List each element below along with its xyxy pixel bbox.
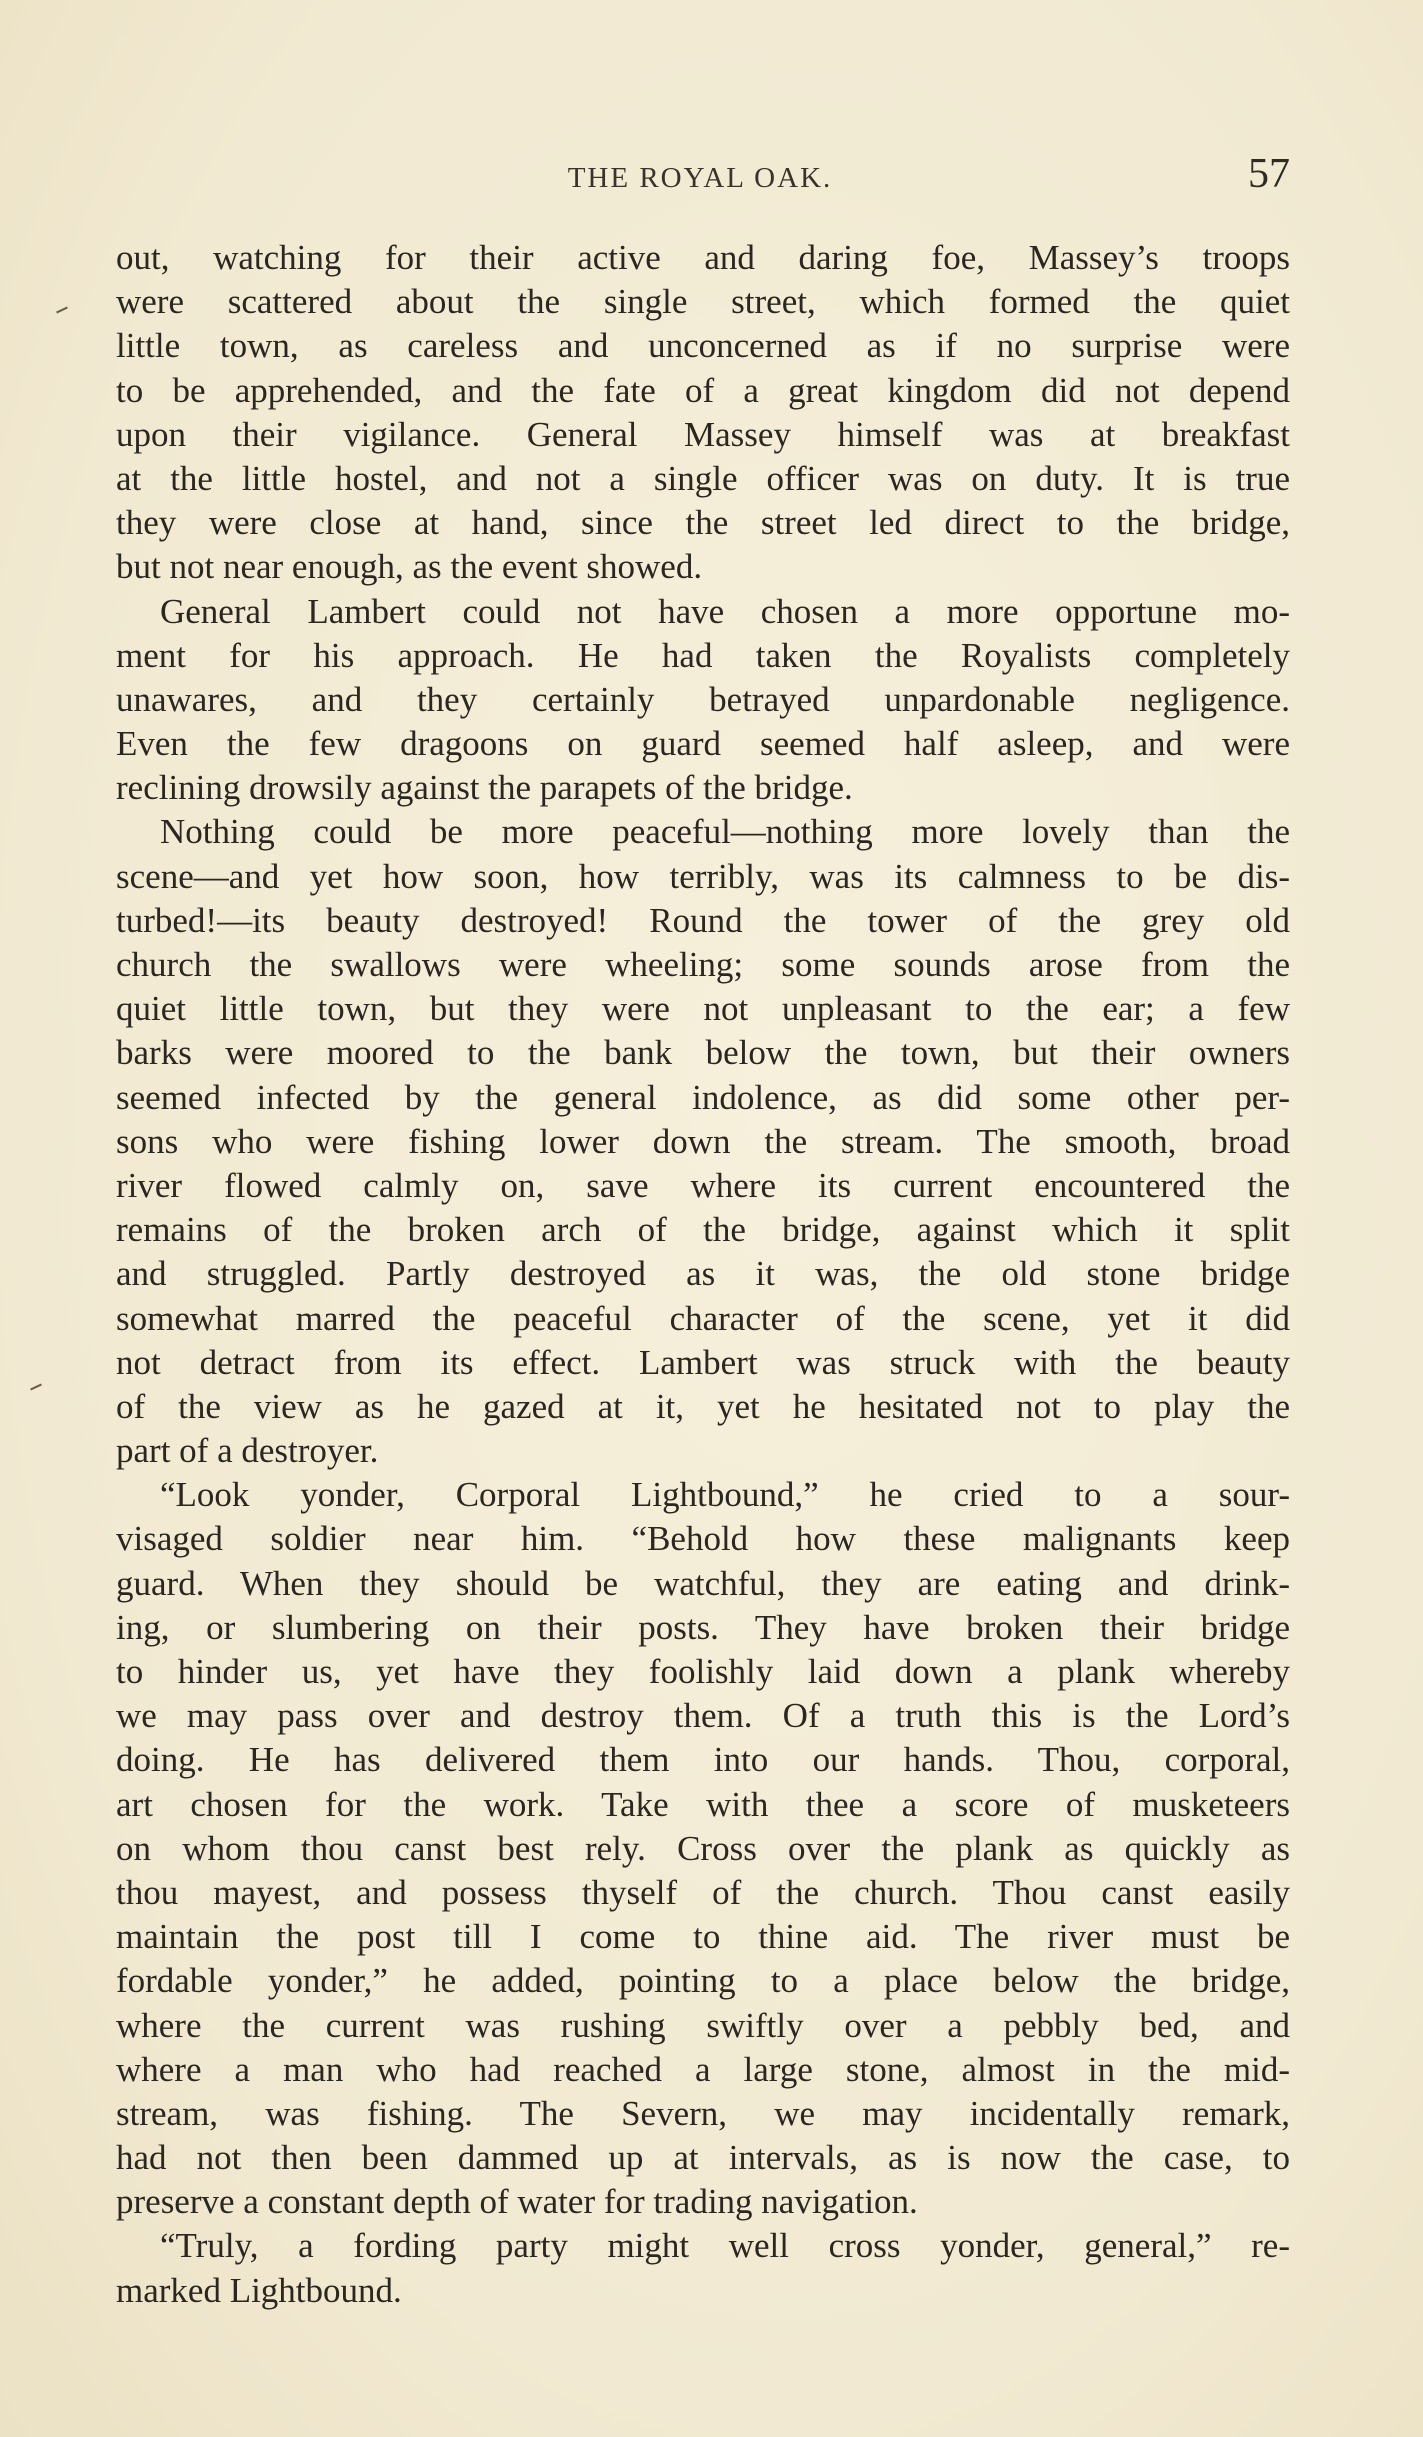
text-line: had not then been dammed up at intervals, as is now the case, to bbox=[116, 2138, 1290, 2178]
text-line: on whom thou canst best rely. Cross over the plank as quickly as bbox=[116, 1828, 1290, 1868]
text-line: stream, was fishing. The Severn, we may incidentally remark, bbox=[116, 2093, 1290, 2133]
text-line: upon their vigilance. General Massey himself was at breakfast bbox=[116, 414, 1290, 454]
text-line: out, watching for their active and daring foe, Massey’s troops bbox=[116, 238, 1290, 277]
text-line: ing, or slumbering on their posts. They have broken their bridge bbox=[116, 1607, 1290, 1647]
text-line: preserve a constant depth of water for trading navigation. bbox=[116, 2182, 918, 2222]
margin-mark bbox=[30, 1384, 42, 1391]
text-line: maintain the post till I come to thine aid. The river must be bbox=[116, 1917, 1290, 1957]
text-line: “Truly, a fording party might well cross yonder, general,” re- bbox=[160, 2226, 1290, 2266]
text-line: thou mayest, and possess thyself of the church. Thou canst easily bbox=[116, 1872, 1290, 1912]
text-line: General Lambert could not have chosen a more opportune mo- bbox=[160, 591, 1290, 631]
text-line: where the current was rushing swiftly over a pebbly bed, and bbox=[116, 2005, 1290, 2045]
text-line: “Look yonder, Corporal Lightbound,” he cried to a sour- bbox=[160, 1475, 1290, 1515]
text-line: Even the few dragoons on guard seemed half asleep, and were bbox=[116, 724, 1290, 764]
text-line: seemed infected by the general indolence, as did some other per- bbox=[116, 1077, 1290, 1117]
text-line: doing. He has delivered them into our hands. Thou, corporal, bbox=[116, 1740, 1290, 1780]
text-line: river flowed calmly on, save where its current encountered the bbox=[116, 1165, 1290, 1205]
body-text bbox=[116, 236, 1290, 2313]
text-line: we may pass over and destroy them. Of a truth this is the Lord’s bbox=[116, 1696, 1290, 1736]
text-line: art chosen for the work. Take with thee a score of musketeers bbox=[116, 1784, 1290, 1824]
text-line: little town, as careless and unconcerned as if no surprise were bbox=[116, 326, 1290, 366]
text-line: visaged soldier near him. “Behold how these malignants keep bbox=[116, 1519, 1290, 1559]
margin-mark bbox=[56, 307, 68, 314]
text-line: Nothing could be more peaceful—nothing more lovely than the bbox=[160, 812, 1290, 852]
page-number: 57 bbox=[1248, 151, 1290, 197]
text-line: fordable yonder,” he added, pointing to a place below the bridge, bbox=[116, 1961, 1290, 2001]
page-header bbox=[110, 150, 1290, 210]
text-line: where a man who had reached a large stone, almost in the mid- bbox=[116, 2049, 1290, 2089]
text-line: part of a destroyer. bbox=[116, 1431, 379, 1471]
text-line: to be apprehended, and the fate of a great kingdom did not depend bbox=[116, 370, 1290, 410]
text-line: marked Lightbound. bbox=[116, 2270, 402, 2310]
running-head: THE ROYAL OAK. bbox=[567, 162, 833, 194]
text-line: unawares, and they certainly betrayed unpardonable negligence. bbox=[116, 679, 1290, 719]
text-line: not detract from its effect. Lambert was struck with the beauty bbox=[116, 1342, 1290, 1382]
text-line: reclining drowsily against the parapets of the bridge. bbox=[116, 768, 853, 808]
text-line: sons who were fishing lower down the stream. The smooth, broad bbox=[116, 1121, 1290, 1161]
text-line: scene—and yet how soon, how terribly, was its calmness to be dis- bbox=[116, 856, 1290, 896]
text-line: turbed!—its beauty destroyed! Round the tower of the grey old bbox=[116, 900, 1290, 940]
text-line: ment for his approach. He had taken the Royalists completely bbox=[116, 635, 1290, 675]
text-line: of the view as he gazed at it, yet he hesitated not to play the bbox=[116, 1386, 1290, 1426]
text-line: at the little hostel, and not a single officer was on duty. It is true bbox=[116, 458, 1290, 498]
text-line: they were close at hand, since the street led direct to the bridge, bbox=[116, 503, 1290, 543]
text-line: and struggled. Partly destroyed as it was, the old stone bridge bbox=[116, 1254, 1290, 1294]
text-line: quiet little town, but they were not unpleasant to the ear; a few bbox=[116, 989, 1290, 1029]
text-line: guard. When they should be watchful, they are eating and drink- bbox=[116, 1563, 1290, 1603]
text-line: church the swallows were wheeling; some sounds arose from the bbox=[116, 945, 1290, 984]
text-line: somewhat marred the peaceful character of the scene, yet it did bbox=[116, 1298, 1290, 1338]
text-line: barks were moored to the bank below the town, but their owners bbox=[116, 1033, 1290, 1073]
text-line: to hinder us, yet have they foolishly laid down a plank whereby bbox=[116, 1652, 1290, 1691]
text-line: remains of the broken arch of the bridge, against which it split bbox=[116, 1210, 1290, 1250]
text-line: were scattered about the single street, which formed the quiet bbox=[116, 282, 1290, 322]
text-line: but not near enough, as the event showed. bbox=[116, 547, 703, 587]
